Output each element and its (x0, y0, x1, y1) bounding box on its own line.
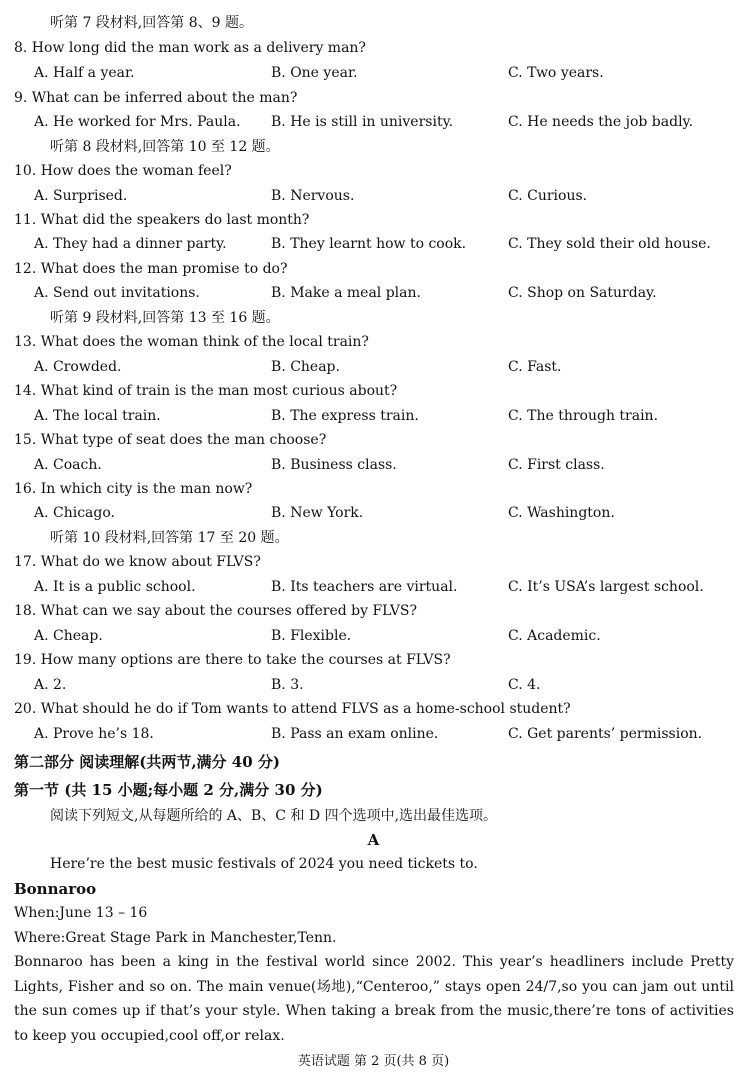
option-b: B. He is still in university. (271, 114, 454, 130)
option-b: B. The express train. (271, 408, 419, 424)
option-c: C. Shop on Saturday. (508, 285, 657, 301)
option-b: B. Business class. (271, 457, 397, 473)
option-c: C. Academic. (508, 628, 601, 644)
question-15-options (0, 453, 747, 477)
option-a: A. Cheap. (34, 628, 103, 644)
section-7-header: 听第 7 段材料,回答第 8、9 题。 (50, 15, 253, 31)
section-8-header: 听第 8 段材料,回答第 10 至 12 题。 (50, 139, 280, 155)
option-a: A. Send out invitations. (34, 285, 200, 301)
option-c: C. He needs the job badly. (508, 114, 694, 130)
question-17: 17. What do we know about FLVS? (14, 554, 261, 570)
option-c: C. Fast. (508, 359, 562, 375)
option-a: A. 2. (34, 677, 67, 693)
option-b: B. Cheap. (271, 359, 340, 375)
option-a: A. Coach. (34, 457, 102, 473)
option-a: A. Crowded. (34, 359, 122, 375)
festival-when: When:June 13 – 16 (14, 905, 148, 921)
option-a: A. The local train. (34, 408, 161, 424)
question-16-options (0, 501, 747, 525)
option-b: B. 3. (271, 677, 304, 693)
question-19-options (0, 673, 747, 697)
question-18: 18. What can we say about the courses offered by FLVS? (14, 603, 418, 619)
option-b: B. Flexible. (271, 628, 352, 644)
question-19: 19. How many options are there to take the courses at FLVS? (14, 652, 451, 668)
question-14-options (0, 404, 747, 428)
question-12: 12. What does the man promise to do? (14, 261, 288, 277)
part-two-title: 第二部分 阅读理解(共两节,满分 40 分) (14, 753, 280, 771)
question-8-options (0, 61, 747, 85)
page-footer: 英语试题 第 2 页(共 8 页) (297, 1054, 450, 1069)
option-a: A. It is a public school. (34, 579, 196, 595)
festival-description: Bonnaroo has been a king in the festival world since 2002. This year’s headliners include Pretty Lights, Fisher and so on. The main venue(场地),“Centeroo,” stays open 24/7,so you can jam out until the sun comes up if that’s your style. When taking a break from the music,there’re tons of activities to keep you occupied,cool off,or relax. (14, 954, 734, 1044)
question-13: 13. What does the woman think of the local train? (14, 334, 369, 350)
option-a: A. Chicago. (34, 505, 115, 521)
question-10: 10. How does the woman feel? (14, 163, 232, 179)
section-10-header: 听第 10 段材料,回答第 17 至 20 题。 (50, 530, 289, 546)
question-9: 9. What can be inferred about the man? (14, 90, 298, 106)
question-12-options (0, 281, 747, 305)
question-18-options (0, 624, 747, 648)
question-11: 11. What did the speakers do last month? (14, 212, 310, 228)
option-b: B. Nervous. (271, 188, 355, 204)
option-b: B. One year. (271, 65, 358, 81)
question-8: 8. How long did the man work as a delivery man? (14, 40, 366, 56)
option-b: B. They learnt how to cook. (271, 236, 467, 252)
option-a: A. He worked for Mrs. Paula. (34, 114, 241, 130)
passage-letter: A (367, 831, 380, 849)
option-a: A. Surprised. (34, 188, 128, 204)
option-b: B. Pass an exam online. (271, 726, 439, 742)
option-c: C. It’s USA’s largest school. (508, 579, 704, 595)
option-c: C. They sold their old house. (508, 236, 711, 252)
option-c: C. Get parents’ permission. (508, 726, 703, 742)
option-b: B. Make a meal plan. (271, 285, 421, 301)
question-9-options (0, 110, 747, 134)
option-c: C. Two years. (508, 65, 604, 81)
section-one-title: 第一节 (共 15 小题;每小题 2 分,满分 30 分) (14, 781, 323, 799)
question-11-options (0, 232, 747, 256)
option-c: C. First class. (508, 457, 605, 473)
option-c: C. 4. (508, 677, 541, 693)
option-b: B. New York. (271, 505, 364, 521)
question-13-options (0, 355, 747, 379)
question-16: 16. In which city is the man now? (14, 481, 253, 497)
question-17-options (0, 575, 747, 599)
passage-intro: Here’re the best music festivals of 2024 you need tickets to. (50, 856, 478, 872)
festival-name: Bonnaroo (14, 880, 97, 898)
option-c: C. Washington. (508, 505, 615, 521)
option-a: A. Prove he’s 18. (34, 726, 154, 742)
option-a: A. They had a dinner party. (34, 236, 227, 252)
option-c: C. The through train. (508, 408, 659, 424)
question-15: 15. What type of seat does the man choose? (14, 432, 327, 448)
question-20: 20. What should he do if Tom wants to attend FLVS as a home-school student? (14, 701, 571, 717)
festival-where: Where:Great Stage Park in Manchester,Tenn. (14, 930, 337, 946)
question-14: 14. What kind of train is the man most curious about? (14, 383, 398, 399)
option-b: B. Its teachers are virtual. (271, 579, 458, 595)
option-a: A. Half a year. (34, 65, 135, 81)
section-9-header: 听第 9 段材料,回答第 13 至 16 题。 (50, 310, 280, 326)
question-20-options (0, 722, 747, 746)
question-10-options (0, 184, 747, 208)
reading-instructions: 阅读下列短文,从每题所给的 A、B、C 和 D 四个选项中,选出最佳选项。 (50, 808, 498, 824)
option-c: C. Curious. (508, 188, 588, 204)
